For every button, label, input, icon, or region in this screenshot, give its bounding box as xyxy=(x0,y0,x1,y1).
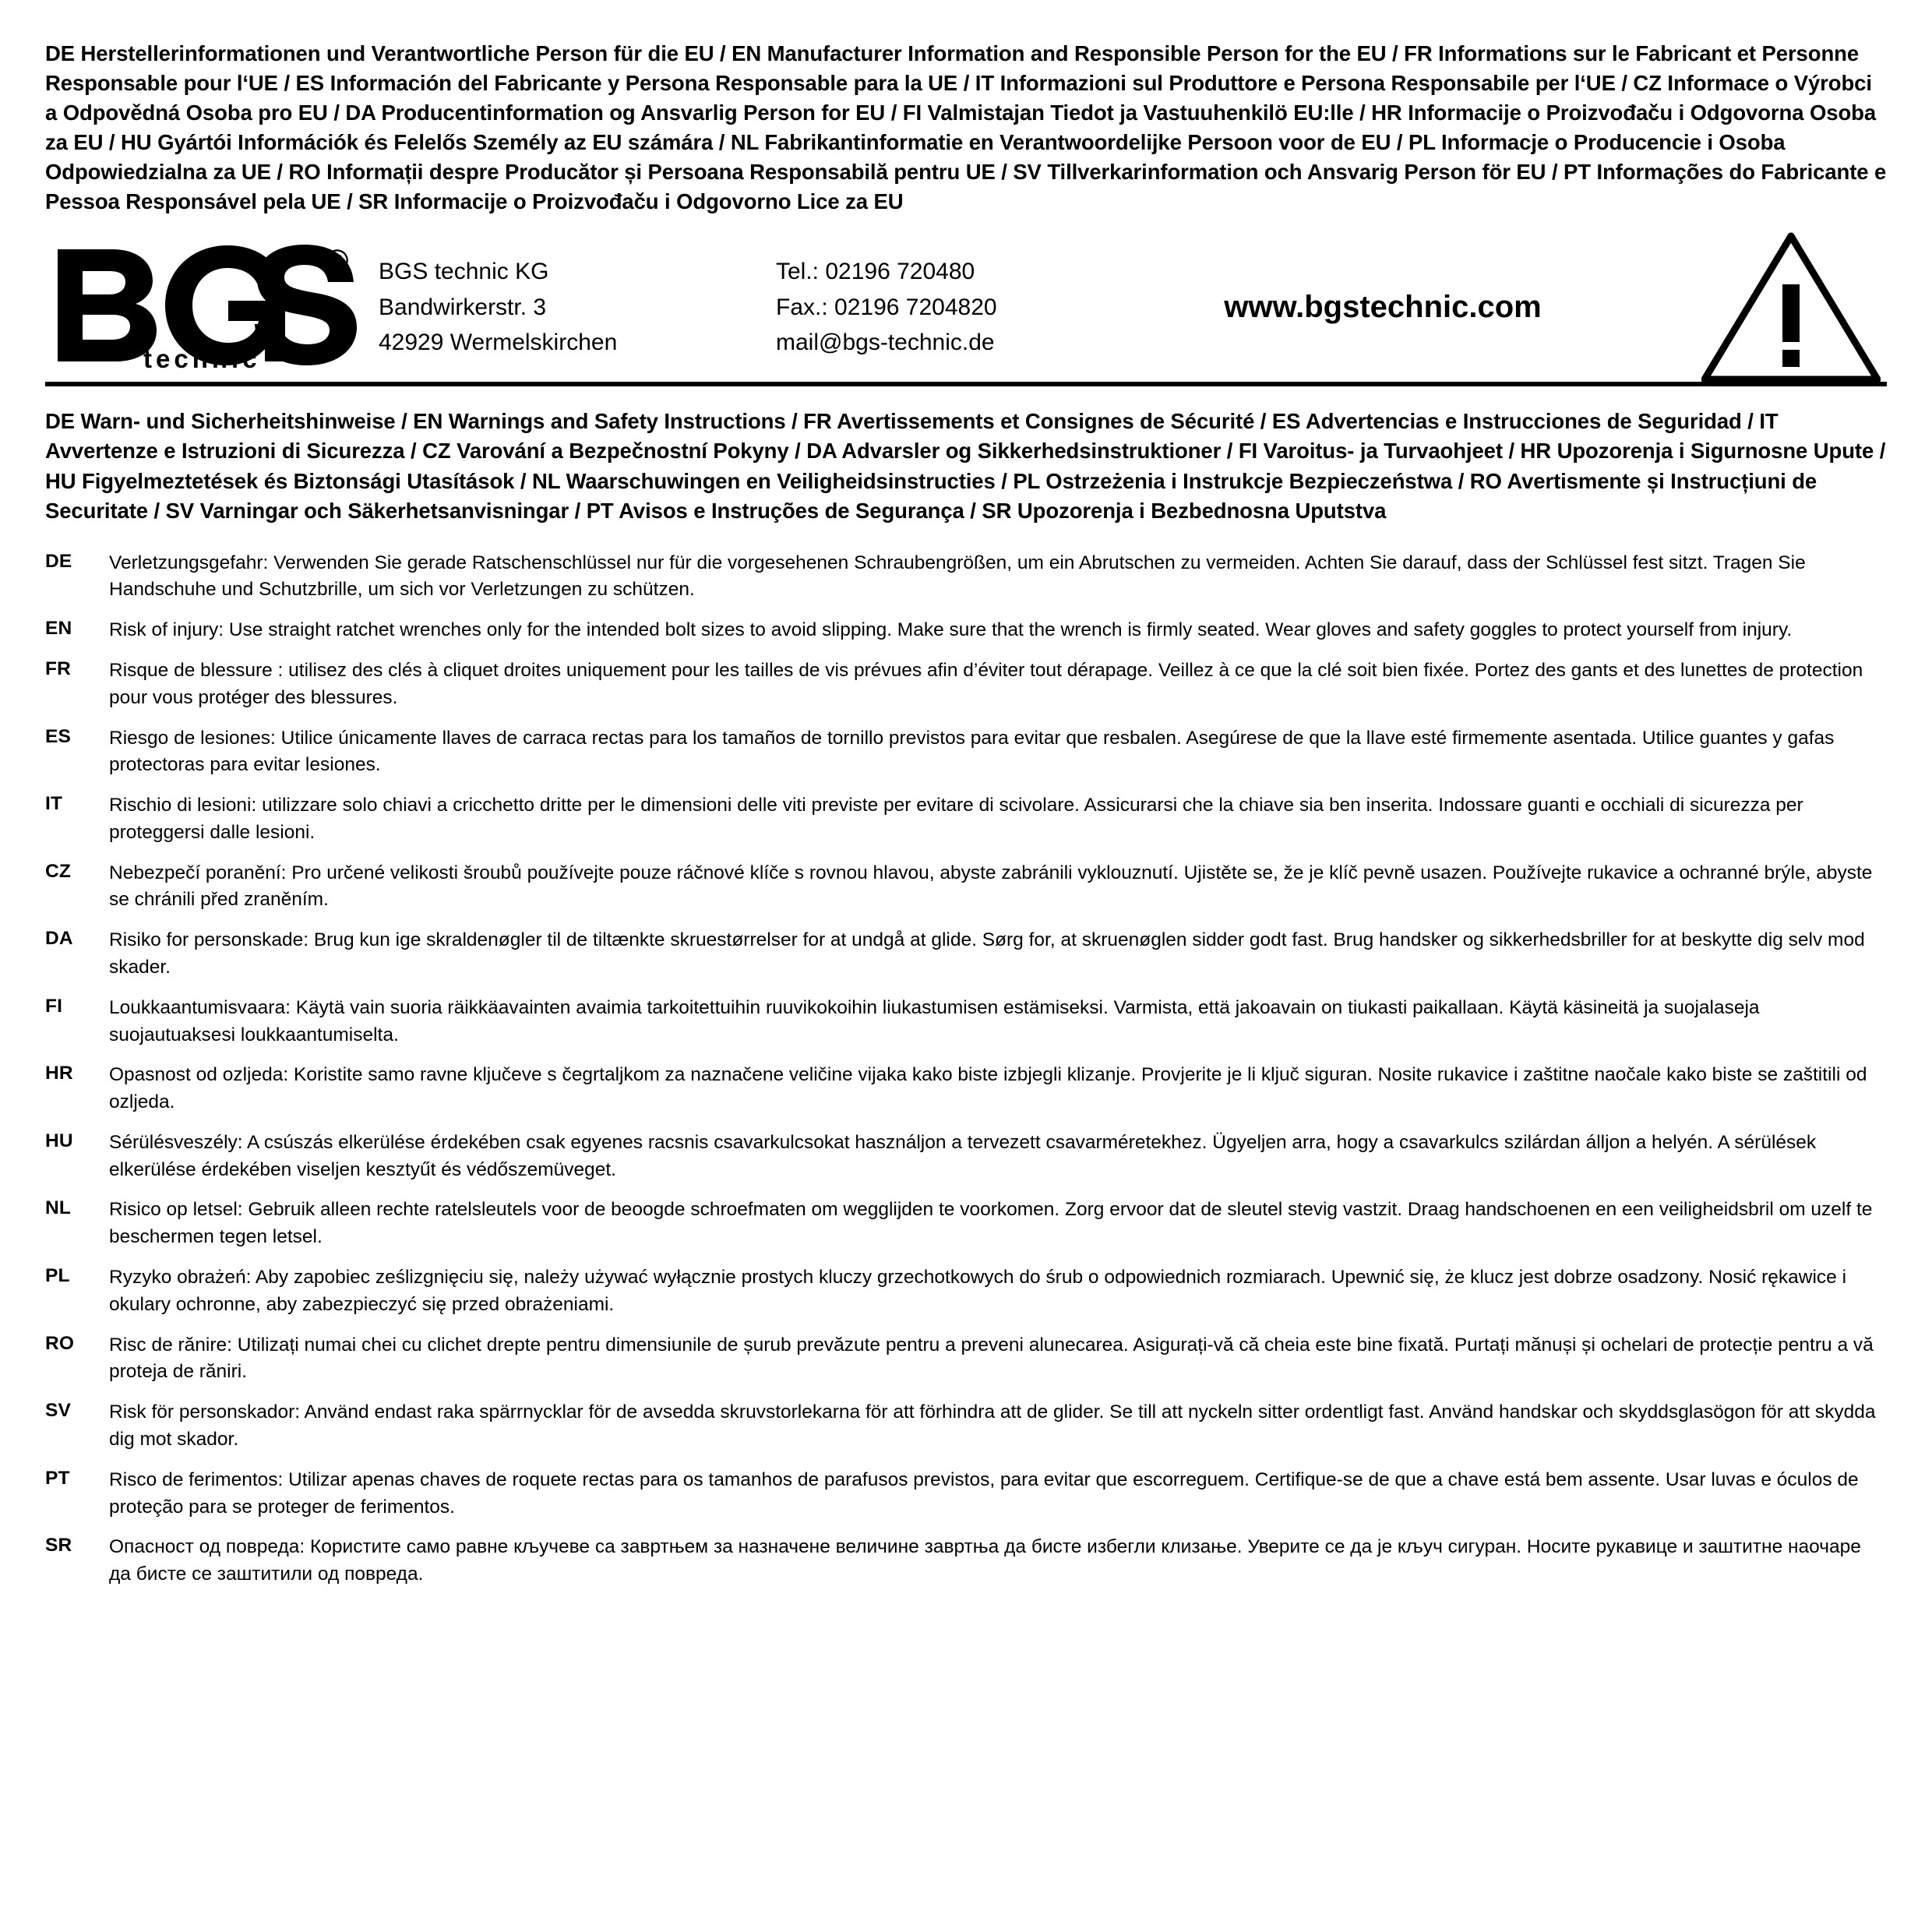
language-code: PT xyxy=(45,1467,70,1489)
company-header-band xyxy=(45,231,1887,386)
warning-text: Risc de rănire: Utilizați numai chei cu clichet drepte pentru dimensiunile de șurub prevăzute pentru a preveni alunecarea. Asigurați-vă că cheia este bine fixată. Purtați mănuși și ochelari de protecție pentru a vă proteja de răniri. xyxy=(109,1334,1874,1383)
warning-text: Rischio di lesioni: utilizzare solo chiavi a cricchetto dritte per le dimensioni delle viti previste per evitare di scivolare. Assicurarsi che la chiave sia ben inserita. Indossare guanti e occhiali di sicurezza per proteggersi dalle lesioni. xyxy=(109,795,1803,843)
company-street: Bandwirkerstr. 3 xyxy=(379,294,547,320)
language-code: DA xyxy=(45,928,73,950)
language-code: NL xyxy=(45,1197,72,1219)
language-code: EN xyxy=(45,618,72,640)
list-item xyxy=(45,995,1887,1049)
company-telephone: Tel.: 02196 720480 xyxy=(776,259,975,285)
language-code: CZ xyxy=(45,860,72,882)
warnings-list xyxy=(45,550,1887,1588)
company-name: BGS technic KG xyxy=(379,259,549,285)
company-fax: Fax.: 02196 7204820 xyxy=(776,294,997,320)
warning-text: Riesgo de lesiones: Utilice únicamente llaves de carraca rectas para los tamaños de tornillo previstos para evitar que resbalen. Asegúrese de que la llave esté firmemente asentada. Utilice guantes y gafas protectoras para evitar lesiones. xyxy=(109,727,1835,776)
company-city: 42929 Wermelskirchen xyxy=(379,330,618,356)
warning-text: Sérülésveszély: A csúszás elkerülése érdekében csak egyenes racsnis csavarkulcsokat használjon a tervezett csavarméretekhez. Ügyeljen arra, hogy a csavarkulcs szilárdan álljon a helyén. A sérülések elkerülése érdekében viseljen kesztyűt és védőszemüveget. xyxy=(109,1131,1817,1180)
company-contact xyxy=(776,254,1111,361)
list-item xyxy=(45,927,1887,982)
list-item xyxy=(45,1130,1887,1184)
language-code: HU xyxy=(45,1130,73,1151)
warning-text: Risiko for personskade: Brug kun ige skraldenøgler til de tiltænkte skruestørrelser for at undgå at glide. Sørg for, at skruenøglen sidder godt fast. Brug handsker og sikkerhedsbriller for at beskytte dig selv mod skader. xyxy=(109,929,1865,978)
registered-mark: ® xyxy=(326,244,349,279)
language-code: IT xyxy=(45,793,63,815)
list-item xyxy=(45,617,1887,644)
language-code: PL xyxy=(45,1265,70,1287)
language-code: FR xyxy=(45,658,72,679)
logo-subtext: technic xyxy=(143,344,261,372)
list-item xyxy=(45,1197,1887,1251)
company-email[interactable]: mail@bgs-technic.de xyxy=(776,330,995,356)
list-item xyxy=(45,1399,1887,1454)
language-code: DE xyxy=(45,550,72,572)
manufacturer-info-heading: DE Herstellerinformationen und Verantwortliche Person für die EU / EN Manufacturer Information and Responsible Person for the EU / FR Informations sur le Fabricant et Personne Responsable pour l‘UE / ES Información del Fabricante y Persona Responsable para la UE / IT Informazioni sul Produttore e Persona Responsabile per l‘UE / CZ Informace o Výrobci a Odpovědná Osoba pro EU / DA Producentinformation og Ansvarlig Person for EU / FI Valmistajan Tiedot ja Vastuuhenkilö EU:lle / HR Informacije o Proizvođaču i Odgovorna Osoba za EU / HU Gyártói Információk és Felelős Személy az EU számára / NL Fabrikantinformatie en Verantwoordelijke Persoon voor de EU / PL Informacje o Producencie i Osoba Odpowiedzialna za UE / RO Informații despre Producător și Persoana Responsabilă pentru UE / SV Tillverkarinformation och Ansvarig Person för EU / PT Informações do Fabricante e Pessoa Responsável pela UE / SR Informacije o Proizvođaču i Odgovorno Lice za EU xyxy=(45,41,1887,213)
list-item xyxy=(45,792,1887,847)
warning-text: Risico op letsel: Gebruik alleen rechte ratelsleutels voor de beoogde schroefmaten om wegglijden te voorkomen. Zorg ervoor dat de sleutel stevig vastzit. Draag handschoenen en een veiligheidsbril om uzelf te beschermen tegen letsel. xyxy=(109,1199,1873,1248)
list-item xyxy=(45,1332,1887,1387)
warning-text: Risk of injury: Use straight ratchet wrenches only for the intended bolt sizes to avoid slipping. Make sure that the wrench is firmly seated. Wear gloves and safety goggles to protect yourself from injury. xyxy=(109,619,1793,641)
warning-triangle-icon xyxy=(1686,231,1887,384)
warning-text: Opasnost od ozljeda: Koristite samo ravne ključeve s čegrtaljkom za naznačene veličine vijaka kako biste izbjegli klizanje. Provjerite je li ključ siguran. Nosite rukavice i zaštitne naočale kako biste se zaštitili od ozljeda. xyxy=(109,1064,1867,1113)
list-item xyxy=(45,1534,1887,1588)
warning-text: Verletzungsgefahr: Verwenden Sie gerade Ratschenschlüssel nur für die vorgesehenen Schraubengrößen, um ein Abrutschen zu vermeiden. Achten Sie darauf, dass der Schlüssel fest sitzt. Tragen Sie Handschuhe und Schutzbrille, um sich vor Verletzungen zu schützen. xyxy=(109,552,1806,601)
bgs-logo xyxy=(45,243,371,372)
language-code: FI xyxy=(45,995,63,1017)
list-item xyxy=(45,658,1887,712)
language-code: HR xyxy=(45,1063,73,1084)
warning-text: Nebezpečí poranění: Pro určené velikosti šroubů používejte pouze ráčnové klíče s rovnou hlavou, abyste zabránili vyklouznutí. Ujistěte se, že je klíč pevně usazen. Používejte rukavice a ochranné brýle, abyste se chránili před zraněním. xyxy=(109,862,1873,911)
list-item xyxy=(45,1467,1887,1521)
language-code: SV xyxy=(45,1400,72,1422)
warning-text: Risco de ferimentos: Utilizar apenas chaves de roquete rectas para os tamanhos de parafusos previstos, para evitar que escorreguem. Certifique-se de que a chave está bem assente. Usar luvas e óculos de proteção para se proteger de ferimentos. xyxy=(109,1468,1859,1518)
warning-text: Ryzyko obrażeń: Aby zapobiec ześlizgnięciu się, należy używać wyłącznie prostych kluczy grzechotkowych do śrub o odpowiednich rozmiarach. Upewnić się, że klucz jest dobrze osadzony. Nosić rękawice i okulary ochronne, aby zabezpieczyć się przed obrażeniami. xyxy=(109,1267,1847,1315)
safety-instructions-heading: DE Warn- und Sicherheitshinweise / EN Warnings and Safety Instructions / FR Avertissements et Consignes de Sécurité / ES Advertencias e Instrucciones de Seguridad / IT Avvertenze e Istruzioni di Sicurezza / CZ Varování a Bezpečnostní Pokyny / DA Advarsler og Sikkerhedsinstruktioner / FI Varoitus- ja Turvaohjeet / HR Upozorenja i Sigurnosne Upute / HU Figyelmeztetések és Biztonsági Utasítások / NL Waarschuwingen en Veiligheidsinstructies / PL Ostrzeżenia i Instrukcje Bezpieczeństwa / RO Avertismente și Instrucțiuni de Securitate / SV Varningar och Säkerhetsanvisningar / PT Avisos e Instruções de Segurança / SR Upozorenja i Bezbednosna Uputstva xyxy=(45,408,1886,524)
language-code: SR xyxy=(45,1535,72,1557)
warning-text: Risque de blessure : utilisez des clés à cliquet droites uniquement pour les tailles de vis prévues afin d’éviter tout dérapage. Veillez à ce que la clé soit bien fixée. Portez des gants et des lunettes de protection pour vous protéger des blessures. xyxy=(109,659,1863,708)
list-item xyxy=(45,860,1887,915)
list-item xyxy=(45,1264,1887,1319)
warning-text: Loukkaantumisvaara: Käytä vain suoria räikkäavainten avaimia tarkoitettuihin ruuvikokoihin liukastumisen estämiseksi. Varmista, että jakoavain on tiukasti paikallaan. Käytä käsineitä ja suojalaseja suojautuaksesi loukkaantumiselta. xyxy=(109,996,1760,1045)
company-address xyxy=(371,254,776,361)
language-code: ES xyxy=(45,725,72,747)
language-code: RO xyxy=(45,1332,75,1354)
warning-text: Risk för personskador: Använd endast raka spärrnycklar för de avsedda skruvstorlekarna för att förhindra att de glider. Se till att nyckeln sitter ordentligt fast. Använd handskar och skyddsglasögon för att skydda dig mot skador. xyxy=(109,1401,1876,1450)
warning-text: Опасност од повреда: Користите само равне кључеве са завртњем за назначене величине завртња да бисте избегли клизање. Уверите се да је кључ сигуран. Носите рукавице и заштитне наочаре да бисте се заштитили од повреда. xyxy=(109,1536,1861,1585)
bgs-logo-graphic xyxy=(51,243,359,372)
list-item xyxy=(45,550,1887,605)
list-item xyxy=(45,725,1887,780)
list-item xyxy=(45,1062,1887,1116)
company-website[interactable]: www.bgstechnic.com xyxy=(1224,290,1542,325)
warning-triangle-graphic xyxy=(1701,231,1881,384)
